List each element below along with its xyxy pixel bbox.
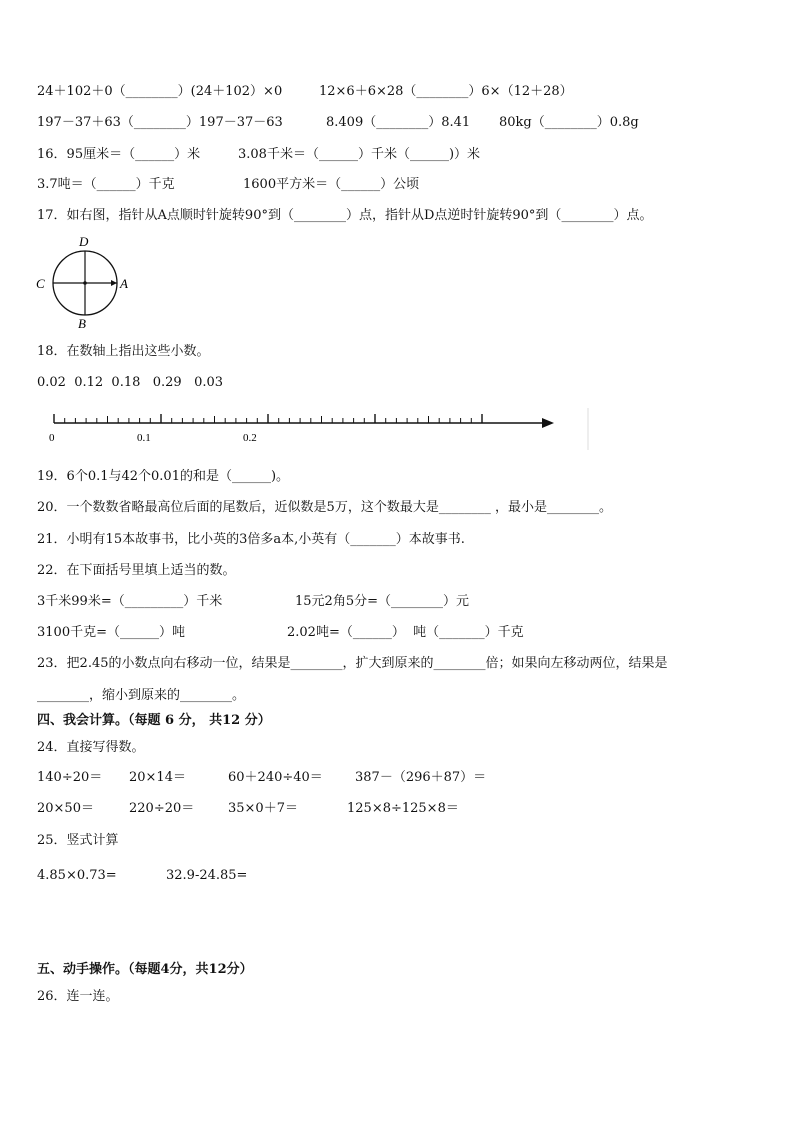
- question-22c: 3100千克=（______）吨: [37, 625, 185, 640]
- calc-5: 20×50＝: [37, 801, 94, 816]
- question-18: 18．在数轴上指出这些小数。: [37, 344, 210, 359]
- calc-8: 125×8÷125×8＝: [347, 801, 459, 816]
- question-16a: 16．95厘米＝（______）米: [37, 147, 201, 162]
- dial-label-b: B: [78, 316, 86, 331]
- question-21: 21．小明有15本故事书，比小英的3倍多a本,小英有（_______）本故事书.: [37, 532, 465, 547]
- number-line-label-0: 0: [49, 432, 55, 444]
- dial-label-a: A: [120, 276, 128, 291]
- dial-label-d: D: [79, 234, 89, 249]
- question-26: 26．连一连。: [37, 989, 119, 1004]
- question-22b: 15元2角5分=（________）元: [295, 594, 469, 609]
- vertical-calc-1: 4.85×0.73=: [37, 868, 117, 883]
- section-5-heading: 五、动手操作。（每题4分，共12分）: [37, 962, 253, 977]
- number-line-arrow-icon: [542, 418, 554, 428]
- calc-2: 20×14＝: [129, 770, 186, 785]
- question-24: 24．直接写得数。: [37, 740, 145, 755]
- compare-line-1a: 24＋102＋0（________）(24＋102）×0: [37, 84, 283, 99]
- calc-7: 35×0＋7＝: [228, 801, 298, 816]
- question-22d: 2.02吨=（______） 吨（_______）千克: [287, 625, 524, 640]
- question-22: 22．在下面括号里填上适当的数。: [37, 563, 236, 578]
- question-16d: 1600平方米＝（______）公顷: [243, 177, 420, 192]
- section-4-heading: 四、我会计算。（每题 6 分， 共12 分）: [37, 713, 271, 728]
- calc-6: 220÷20＝: [129, 801, 195, 816]
- compare-line-1b: 12×6＋6×28（________）6×（12＋28）: [319, 84, 573, 99]
- question-16b: 3.08千米＝（______）千米（______)）米: [238, 147, 481, 162]
- compare-line-2b: 8.409（________）8.41: [326, 115, 471, 130]
- number-line-figure: [40, 406, 600, 456]
- question-23-line2: ________，缩小到原来的________。: [37, 688, 246, 703]
- clock-dial-figure: [30, 232, 140, 332]
- question-16c: 3.7吨＝（______）千克: [37, 177, 175, 192]
- calc-4: 387－（296＋87）＝: [355, 770, 487, 785]
- number-line-label-0.1: 0.1: [137, 432, 151, 444]
- compare-line-2c: 80kg（________）0.8g: [499, 115, 639, 130]
- calc-1: 140÷20＝: [37, 770, 103, 785]
- question-20: 20．一个数数省略最高位后面的尾数后，近似数是5万，这个数最大是________ ，最小是________。: [37, 500, 612, 515]
- vertical-calc-2: 32.9-24.85=: [166, 868, 248, 883]
- question-17: 17．如右图，指针从A点顺时针旋转90°到（________）点，指针从D点逆时针旋转90°到（________）点。: [37, 208, 653, 223]
- question-18-values: 0.02 0.12 0.18 0.29 0.03: [37, 375, 224, 390]
- question-22a: 3千米99米=（_________）千米: [37, 594, 223, 609]
- question-23-line1: 23．把2.45的小数点向右移动一位，结果是________，扩大到原来的________倍；如果向左移动两位，结果是: [37, 656, 668, 671]
- pointer-arrow-icon: [111, 280, 117, 286]
- calc-3: 60＋240÷40＝: [228, 770, 323, 785]
- dial-label-c: C: [36, 276, 45, 291]
- question-25: 25．竖式计算: [37, 833, 119, 848]
- number-line-label-0.2: 0.2: [243, 432, 257, 444]
- compare-line-2a: 197－37＋63（________）197－37－63: [37, 115, 283, 130]
- question-19: 19．6个0.1与42个0.01的和是（______)。: [37, 469, 290, 484]
- dial-center-dot: [83, 281, 87, 285]
